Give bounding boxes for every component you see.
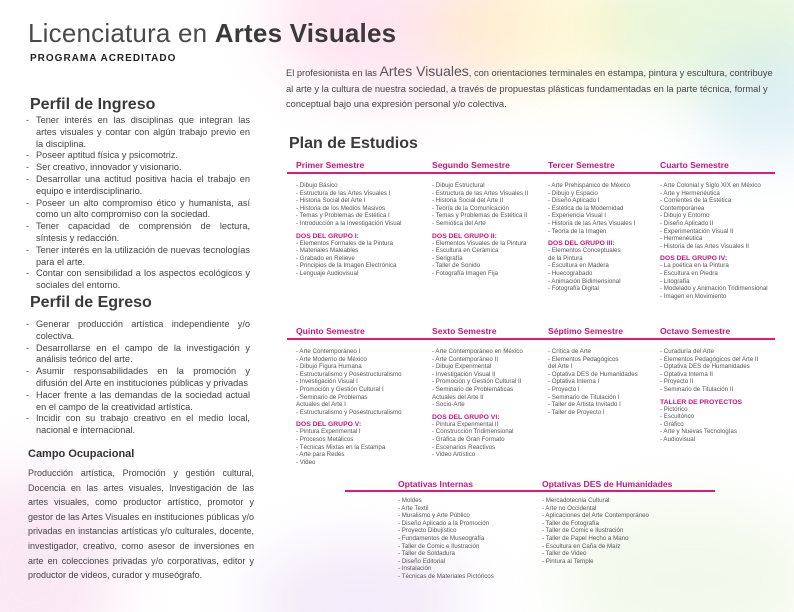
list-item: - Investigación Visual II <box>432 370 496 378</box>
list-item: - Poseer aptitud física y psicomotriz. <box>26 150 250 162</box>
semester-course-list <box>432 182 548 228</box>
list-item: - Taller de Fotografía <box>542 519 599 527</box>
list-item: - Teoría de la Comunicación <box>432 204 509 212</box>
list-item: - Optativa DES de Humanidades <box>548 370 638 378</box>
campo-ocupacional-heading: Campo Ocupacional <box>28 448 135 460</box>
list-item: - Escultórico <box>660 413 695 421</box>
list-item: - Tener capacidad de comprensión de lectura, síntesis y redacción. <box>26 221 250 245</box>
group-heading: DOS DEL GRUPO V: <box>296 421 362 429</box>
list-item: - Dibujo Estructural <box>432 182 485 189</box>
list-item: - Promoción y Gestión Cultural I <box>296 385 384 393</box>
list-item: - Historia Social del Arte II <box>432 197 504 205</box>
list-item: - Fundamentos de Museografía <box>398 534 485 542</box>
list-item: - Socio-Arte <box>432 401 465 409</box>
group-heading: DOS DEL GRUPO II: <box>432 232 497 240</box>
list-item: - Elementos Visuales de la Pintura <box>432 239 527 247</box>
list-item: - Estructuralismo y Posestructuralismo <box>296 408 402 416</box>
list-item: - Ser creativo, innovador y visionario. <box>26 162 250 174</box>
list-item: - Poseer un alto compromiso ético y humanista, así como un alto compromiso con la sociedad. <box>26 198 250 222</box>
list-item: - Tener interés en las disciplinas que integran las artes visuales y contar con algún trabajo previo en la disciplina. <box>26 115 250 150</box>
list-item: - Arte Colonial y Siglo XIX en México <box>660 182 761 189</box>
list-item: - Lenguaje Audiovisual <box>296 269 359 277</box>
semester-heading: Quinto Semestre <box>296 326 365 336</box>
group-course-list <box>296 428 412 466</box>
list-item: de la Pintura <box>548 254 583 262</box>
semester-course-list <box>660 182 776 250</box>
list-item: - Hacer frente a las demandas de la sociedad actual en el campo de la creatividad artística. <box>26 390 250 414</box>
list-item: - Pictórico <box>660 405 688 413</box>
list-item: - Mercadotecnia Cultural <box>542 497 610 504</box>
group-heading: DOS DEL GRUPO VI: <box>432 413 500 421</box>
semester-column <box>432 160 548 278</box>
semester-column <box>548 160 664 293</box>
list-item: - Proyecto II <box>660 378 694 386</box>
list-item: - Arte y Nuevas Tecnologías <box>660 428 737 436</box>
list-item: - Elementos Pedagógicos del Arte II <box>660 355 759 363</box>
group-heading: DOS DEL GRUPO III: <box>548 240 615 248</box>
list-item: - Dibujo Experimental <box>432 363 492 371</box>
semester-course-list <box>548 182 664 235</box>
list-item: - Crítica de Arte <box>548 348 591 355</box>
perfil-egreso-heading: Perfil de Egreso <box>30 294 152 311</box>
list-item: - Taller de Artista Invitado I <box>548 401 621 409</box>
list-item: - Taller de Comic e Ilustración <box>542 527 624 535</box>
optativas-des-column <box>542 479 712 565</box>
list-item: - Tener interés en la utilización de nuevas tecnologías para el arte. <box>26 245 250 269</box>
list-item: - Seminario de Problemas <box>296 393 368 401</box>
list-item: - Moldes <box>398 497 422 504</box>
optativas-internas-list <box>398 497 528 581</box>
list-item: - Arte no Occidental <box>542 504 597 512</box>
page-title: Licenciatura en Artes Visuales <box>28 18 397 48</box>
list-item: - Principios de la Imagen Electrónica <box>296 262 397 270</box>
list-item: - Asumir responsabilidades en la promoción y difusión del Arte en instituciones públicas y privadas <box>26 366 250 390</box>
list-item: - Pintura al Temple <box>542 557 594 565</box>
list-item: - Arte y Hermenéutica <box>660 189 720 197</box>
semester-heading: Tercer Semestre <box>548 160 615 170</box>
list-item: - Arte Textil <box>398 504 429 512</box>
list-item: - Construcción Tridimensional <box>432 428 514 436</box>
list-item: - Seminario de Titulación I <box>548 393 620 401</box>
perfil-ingreso-list <box>26 115 250 292</box>
list-item: - Diseño Aplicado I <box>548 197 600 205</box>
list-item: - Teoría de la Imagen <box>548 227 607 235</box>
list-item: - Estética de la Modernidad <box>548 204 624 212</box>
list-item: - Gráfico <box>660 420 684 428</box>
list-item: - Temas y Problemas de Estética I <box>296 212 390 220</box>
list-item: - Elementos Formales de la Pintura <box>296 239 393 247</box>
list-item: - Incidir con su trabajo creativo en el medio local, nacional e internacional. <box>26 413 250 437</box>
list-item: - Gráfica de Gran Formato <box>432 435 505 443</box>
list-item: - Arte Contemporáneo en México <box>432 348 523 355</box>
list-item: - Taller de Comic e Ilustración <box>398 542 480 550</box>
list-item: - Instalación <box>398 565 432 573</box>
list-item: - Fotografía Digital <box>548 285 599 293</box>
list-item: - Experiencia Visual I <box>548 212 607 220</box>
list-item: - Dibujo Figura Humana <box>296 363 362 371</box>
list-item: - Grabado en Relieve <box>296 254 355 262</box>
list-item: - Serigrafía <box>432 254 463 262</box>
semester-column <box>660 160 776 300</box>
list-item: - Pintura Experimental I <box>296 428 361 436</box>
list-item: - Estructuralismo y Posestructuralismo <box>296 370 402 378</box>
list-item: - La poética en la Pintura <box>660 262 729 270</box>
list-item: - Corrientes de la Estética <box>660 197 732 205</box>
list-item: - Seminario de Titulación II <box>660 385 734 393</box>
list-item: Actuales del Arte II <box>432 393 484 401</box>
optativas-des-heading: Optativas DES de Humanidades <box>542 479 673 489</box>
semester-heading: Segundo Semestre <box>432 160 510 170</box>
list-item: - Técnicas Mixtas en la Estampa <box>296 443 386 451</box>
group-heading: TALLER DE PROYECTOS <box>660 398 743 406</box>
semester-course-list <box>660 348 776 394</box>
list-item: - Desarrollarse en el campo de la investigación y análisis teórico del arte. <box>26 343 250 367</box>
list-item: - Diseño Editorial <box>398 557 446 565</box>
group-course-list <box>660 262 776 300</box>
semester-column <box>296 326 412 466</box>
list-item: - Dibujo Básico <box>296 182 338 189</box>
list-item: - Huecograbado <box>548 269 593 277</box>
list-item: - Diseño Aplicado a la Promoción <box>398 519 490 527</box>
list-item: - Animación Bidimensional <box>548 277 621 285</box>
perfil-egreso-list <box>26 319 250 437</box>
list-item: - Taller de Soldadura <box>398 550 455 558</box>
list-item: - Pintura Experimental II <box>432 420 499 428</box>
perfil-ingreso-heading: Perfil de Ingreso <box>30 96 156 113</box>
accreditation-label: PROGRAMA ACREDITADO <box>30 53 177 64</box>
list-item: - Desarrollar una actitud positiva hacia el trabajo en equipo e interdisciplinario. <box>26 174 250 198</box>
semester-heading: Sexto Semestre <box>432 326 497 336</box>
list-item: - Escultura en Piedra <box>660 269 718 277</box>
intro-paragraph: El profesionista en las Artes Visuales, con orientaciones terminales en estampa, pintura y escultura, contribuye al arte y la cultura de nuestra sociedad, a través de propuestas plásticas fundamentadas en la parte técnica, formal y conceptual bajo una expresión personal y/o colectiva. <box>286 63 773 109</box>
list-item: - Modelado y Animación Tridimensional <box>660 285 768 293</box>
list-item: - Historia de los Medios Masivos <box>296 204 386 212</box>
list-item: - Procesos Metálicos <box>296 435 354 443</box>
list-item: - Taller de Video <box>542 550 587 558</box>
semester-heading: Séptimo Semestre <box>548 326 623 336</box>
list-item: - Taller de Sonido <box>432 262 481 270</box>
list-item: Actuales del Arte I <box>296 401 346 409</box>
list-item: - Contar con sensibilidad a los aspectos ecológicos y sociales del entorno. <box>26 268 250 292</box>
list-item: - Litografía <box>660 277 690 285</box>
list-item: del Arte I <box>548 363 573 371</box>
semester-course-list <box>296 348 412 416</box>
group-course-list <box>548 247 664 293</box>
campo-ocupacional-text: Producción artística, Promoción y gestión cultural, Docencia en las artes visuales, Investigación de las artes visuales, como productor artístico, promotor y gestor de las Artes Visuales en instituciones públicas y/o privadas en instancias artísticas y/o culturales, docente, investigador, creativo, como asesor de inversiones en arte en colecciones privadas y/o corporativas, editor y productor de videos, curador y museógrafo. <box>28 468 254 581</box>
list-item: - Historia de las Artes Visuales I <box>548 219 636 227</box>
group-course-list <box>660 406 776 444</box>
plan-estudios-heading: Plan de Estudios <box>289 135 418 152</box>
group-course-list <box>296 240 412 278</box>
list-item: - Estructura de las Artes Visuales II <box>432 189 529 197</box>
optativas-des-list <box>542 497 712 565</box>
group-course-list <box>432 240 548 278</box>
group-heading: DOS DEL GRUPO I: <box>296 232 359 240</box>
list-item: - Diseño Aplicado II <box>660 219 714 227</box>
list-item: - Optativa Interna I <box>548 378 600 386</box>
semester-course-list <box>548 348 664 416</box>
list-item: - Curaduría del Arte <box>660 348 714 355</box>
list-item: - Fotografía Imagen Fija <box>432 269 499 277</box>
list-item: - Materiales Maleables <box>296 247 359 255</box>
list-item: - Escultura en Cerámica <box>432 247 499 255</box>
list-item: Contemporánea <box>660 204 705 212</box>
list-item: - Elementos Conceptuales <box>548 247 621 255</box>
list-item: - Arte Contemporáneo I <box>296 348 361 355</box>
list-item: - Historia de las Artes Visuales II <box>660 242 749 250</box>
semester-column <box>548 326 664 416</box>
list-item: - Arte Contemporáneo II <box>432 355 499 363</box>
semester-column <box>432 326 548 459</box>
list-item: - Seminario de Problemáticas <box>432 385 514 393</box>
list-item: - Muralismo y Arte Público <box>398 512 470 520</box>
list-item: - Taller de Papel Hecho a Mano <box>542 534 629 542</box>
list-item: - Escultura en Madera <box>548 262 609 270</box>
list-item: - Semiótica del Arte <box>432 219 486 227</box>
list-item: - Dibujo y Entorno <box>660 212 710 220</box>
semester-course-list <box>296 182 412 228</box>
semester-column <box>296 160 412 278</box>
list-item: - Investigación Visual I <box>296 378 358 386</box>
list-item: - Escultura en Caña de Maíz <box>542 542 621 550</box>
list-item: - Optativa Interna II <box>660 370 713 378</box>
list-item: - Video <box>296 458 316 466</box>
list-item: - Elementos Pedagógicos <box>548 355 619 363</box>
list-item: - Proyecto Dibujístico <box>398 527 457 535</box>
list-item: - Escenarios Reactivos <box>432 443 496 451</box>
list-item: - Historia Social del Arte I <box>296 197 366 205</box>
list-item: - Aplicaciones del Arte Contemporáneo <box>542 512 649 520</box>
list-item: - Técnicas de Materiales Pictóricos <box>398 572 494 580</box>
list-item: - Imagen en Movimiento <box>660 292 727 300</box>
list-item: - Generar producción artística independiente y/o colectiva. <box>26 319 250 343</box>
optativas-internas-column <box>398 479 528 581</box>
list-item: - Estructura de las Artes Visuales I <box>296 189 391 197</box>
list-item: - Hermenéutica <box>660 235 703 243</box>
list-item: - Video Artístico <box>432 451 476 459</box>
semester-heading: Octavo Semestre <box>660 326 731 336</box>
list-item: - Optativa DES de Humanidades <box>660 363 750 371</box>
list-item: - Arte Prehispánico de México <box>548 182 631 189</box>
semester-column <box>660 326 776 444</box>
group-course-list <box>432 421 548 459</box>
semester-heading: Primer Semestre <box>296 160 365 170</box>
group-heading: DOS DEL GRUPO IV: <box>660 255 728 263</box>
semester-course-list <box>432 348 548 409</box>
list-item: - Audiovisual <box>660 435 696 443</box>
list-item: - Introducción a la Investigación Visual <box>296 219 402 227</box>
list-item: - Experimentación Visual II <box>660 227 734 235</box>
list-item: - Temas y Problemas de Estética II <box>432 212 528 220</box>
list-item: - Arte para Redes <box>296 451 345 459</box>
list-item: - Arte Moderno de México <box>296 355 367 363</box>
list-item: - Taller de Proyecto I <box>548 408 605 416</box>
optativas-internas-heading: Optativas Internas <box>398 479 473 489</box>
list-item: - Dibujo y Espacio <box>548 189 598 197</box>
semester-heading: Cuarto Semestre <box>660 160 729 170</box>
list-item: - Proyecto I <box>548 385 580 393</box>
list-item: - Promoción y Gestión Cultural II <box>432 378 522 386</box>
